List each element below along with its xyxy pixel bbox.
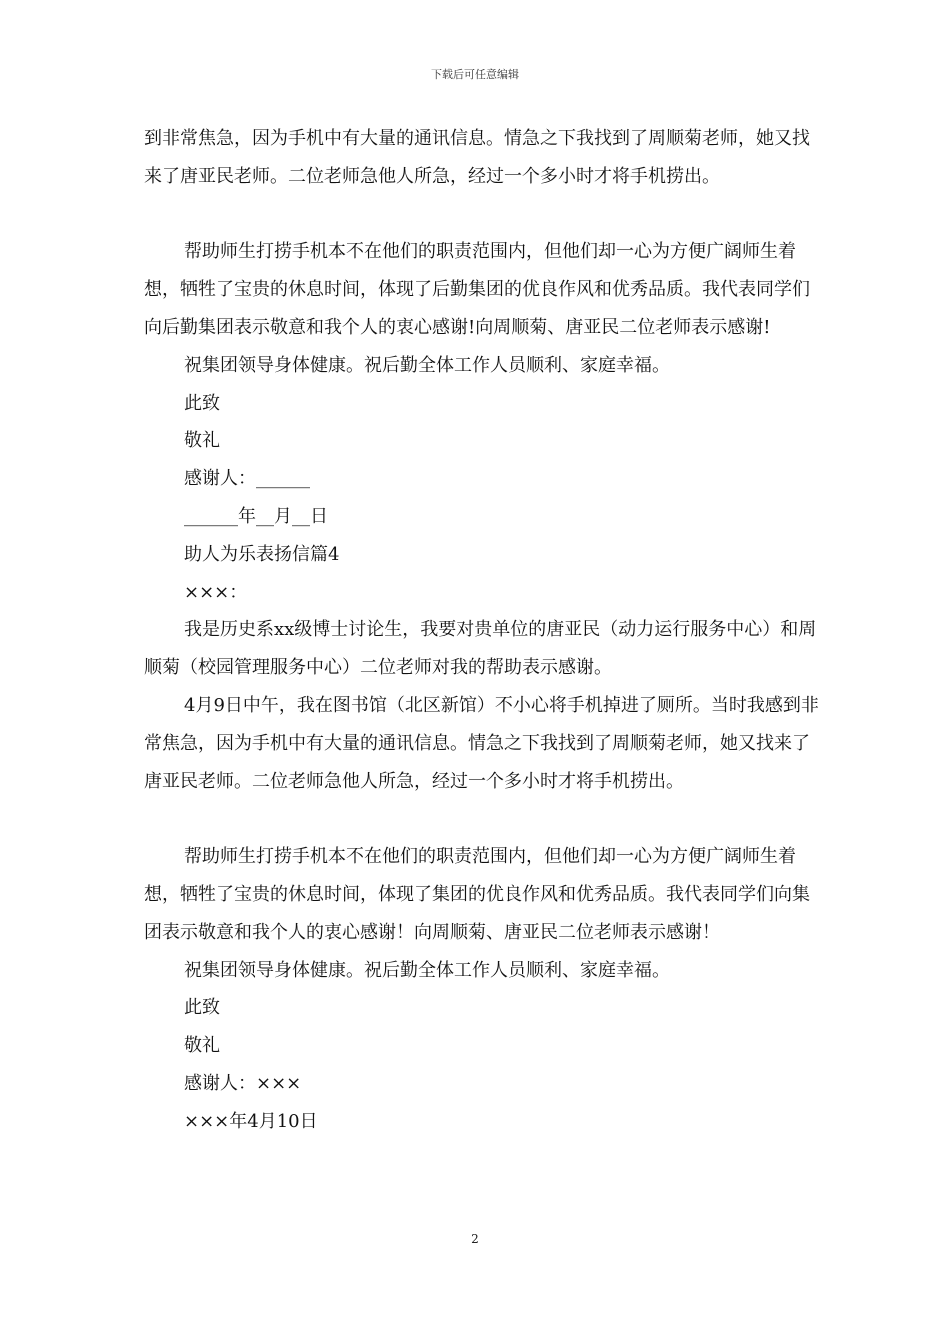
paragraph: 到非常焦急，因为手机中有大量的通讯信息。情急之下我找到了周顺菊老师，她又找来了唐亚民老师。二位老师急他人所急，经过一个多小时才将手机捞出。 xyxy=(144,128,810,187)
document-body xyxy=(144,120,824,1141)
page-number: 2 xyxy=(471,1232,479,1246)
signature-line: 感谢人：××× xyxy=(184,1072,302,1094)
salute-line: 敬礼 xyxy=(184,430,220,452)
paragraph-gap xyxy=(144,800,824,838)
paragraph: 帮助师生打捞手机本不在他们的职责范围内，但他们却一心为方便广阔师生着想，牺牲了宝贵的休息时间，体现了后勤集团的优良作风和优秀品质。我代表同学们向后勤集团表示敬意和我个人的衷心感谢!向周顺菊、唐亚民二位老师表示感谢! xyxy=(144,241,810,338)
closing-line: 此致 xyxy=(184,997,220,1019)
blessing-line: 祝集团领导身体健康。祝后勤全体工作人员顺利、家庭幸福。 xyxy=(184,959,670,981)
date-line: ×××年4月10日 xyxy=(184,1110,318,1132)
paragraph-gap xyxy=(144,196,824,234)
salute-line: 敬礼 xyxy=(184,1035,220,1057)
salutation: ×××： xyxy=(184,581,248,603)
paragraph: 4月9日中午，我在图书馆（北区新馆）不小心将手机掉进了厕所。当时我感到非常焦急，因为手机中有大量的通讯信息。情急之下我找到了周顺菊老师，她又找来了唐亚民老师。二位老师急他人所急，经过一个多小时才将手机捞出。 xyxy=(144,694,819,792)
paragraph: 我是历史系xx级博士讨论生，我要对贵单位的唐亚民（动力运行服务中心）和周顺菊（校园管理服务中心）二位老师对我的帮助表示感谢。 xyxy=(144,619,817,679)
section-title: 助人为乐表扬信篇4 xyxy=(184,543,340,565)
paragraph: 帮助师生打捞手机本不在他们的职责范围内，但他们却一心为方便广阔师生着想，牺牲了宝贵的休息时间，体现了集团的优良作风和优秀品质。我代表同学们向集团表示敬意和我个人的衷心感谢！向周顺菊、唐亚民二位老师表示感谢！ xyxy=(144,846,810,943)
date-line: ______年__月__日 xyxy=(184,505,328,527)
page-header: 下载后可任意编辑 xyxy=(431,68,519,81)
closing-line: 此致 xyxy=(184,392,220,414)
signature-line: 感谢人：______ xyxy=(184,468,310,490)
blessing-line: 祝集团领导身体健康。祝后勤全体工作人员顺利、家庭幸福。 xyxy=(184,354,670,376)
